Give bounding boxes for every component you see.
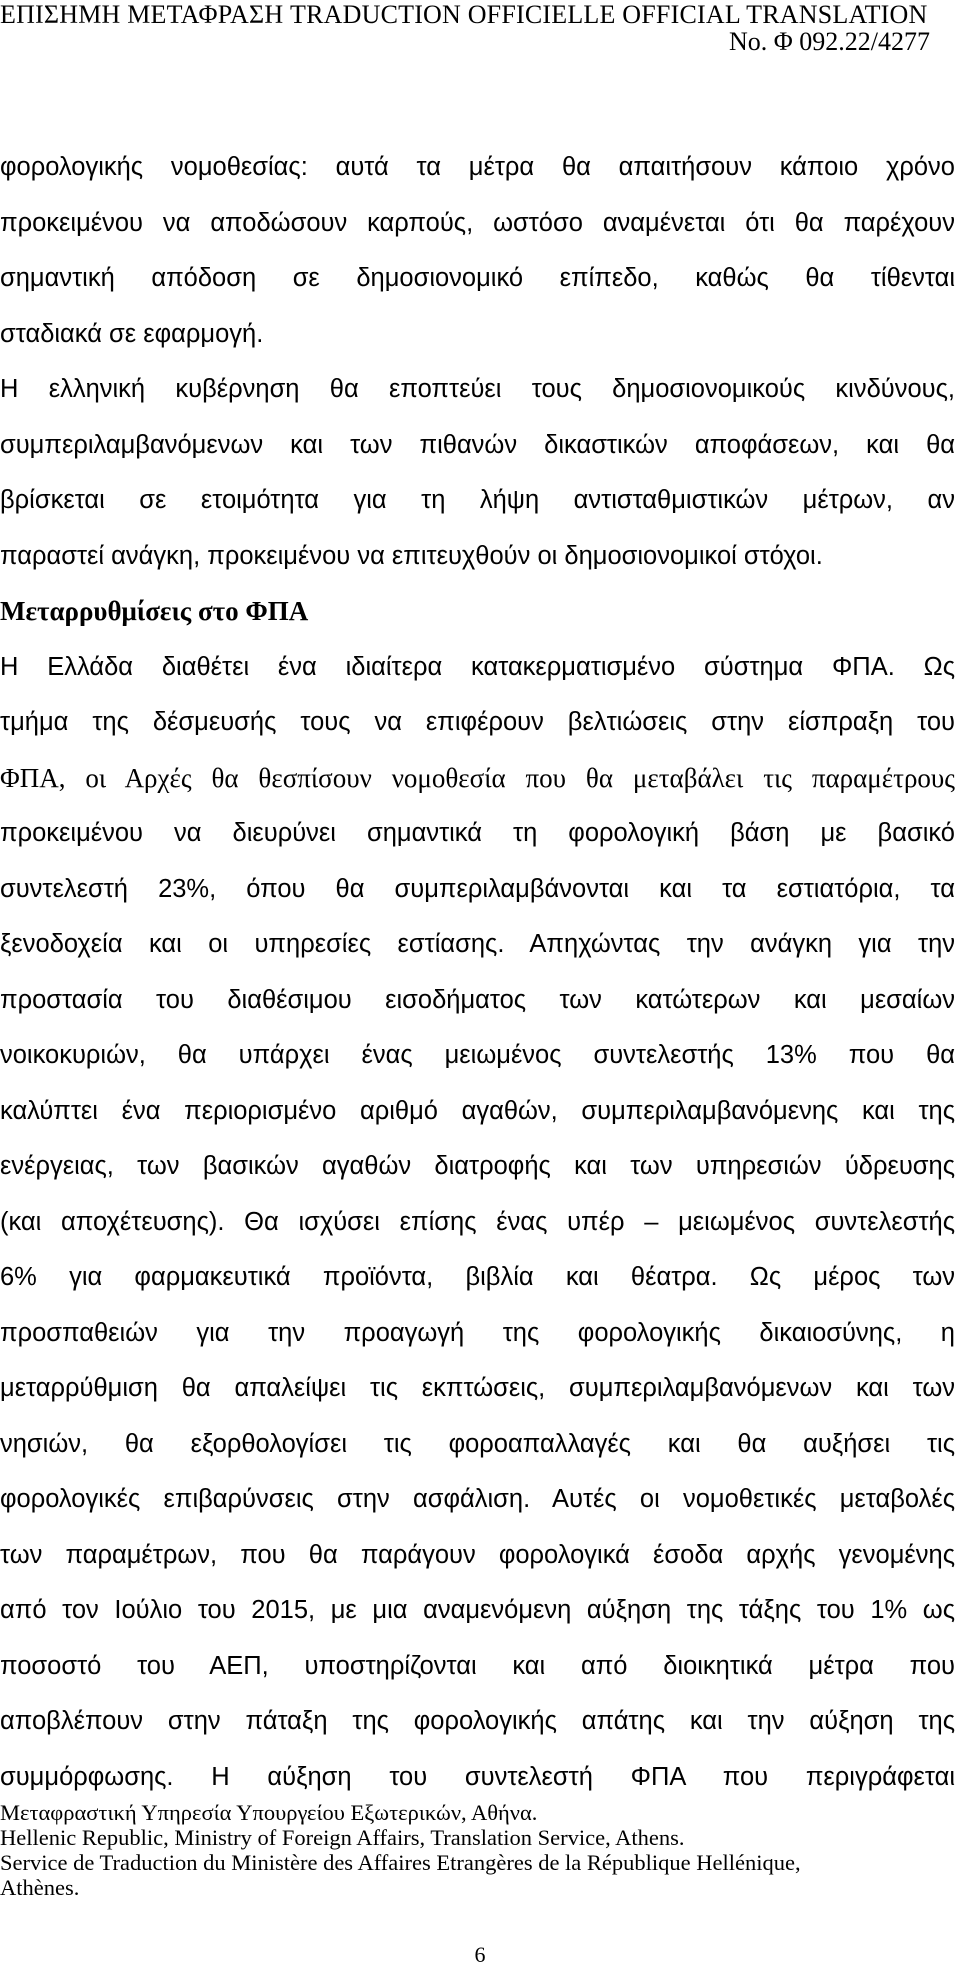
text-line: 6% για φαρμακευτικά προϊόντα, βιβλία και θέατρα. Ως μέρος των	[0, 1263, 955, 1291]
body-text	[0, 140, 955, 1805]
text-line: νησιών, θα εξορθολογίσει τις φοροαπαλλαγές και θα αυξήσει τις	[0, 1429, 955, 1458]
text-line: βρίσκεται σε ετοιμότητα για τη λήψη αντισταθμιστικών μέτρων, αν	[0, 486, 955, 514]
text-line: Η ελληνική κυβέρνηση θα εποπτεύει τους δημοσιονομικούς κινδύνους,	[0, 375, 955, 403]
footer-line-french-city: Athènes.	[0, 1875, 80, 1900]
text-line: φορολογικής νομοθεσίας: αυτά τα μέτρα θα απαιτήσουν κάποιο χρόνο	[0, 153, 955, 181]
text-line: (και αποχέτευσης). Θα ισχύσει επίσης ένας υπέρ – μειωμένος συντελεστής	[0, 1207, 955, 1236]
footer-line-french: Service de Traduction du Ministère des Affaires Etrangères de la République Hellénique,	[0, 1850, 801, 1875]
page-number: 6	[474, 1942, 486, 1967]
text-line: συντελεστή 23%, όπου θα συμπεριλαμβάνονται και τα εστιατόρια, τα	[0, 874, 955, 903]
text-line: νοικοκυριών, θα υπάρχει ένας μειωμένος συντελεστής 13% που θα	[0, 1041, 955, 1069]
text-line: ποσοστό του ΑΕΠ, υποστηρίζονται και από διοικητικά μέτρα που	[0, 1651, 955, 1680]
text-line: παραστεί ανάγκη, προκειμένου να επιτευχθούν οι δημοσιονομικοί στόχοι.	[0, 541, 823, 570]
text-line: αποβλέπουν στην πάταξη της φορολογικής απάτης και την αύξηση της	[0, 1707, 955, 1735]
text-line: συμμόρφωσης. Η αύξηση του συντελεστή ΦΠΑ που περιγράφεται	[0, 1762, 955, 1791]
text-line: σταδιακά σε εφαρμογή.	[0, 319, 264, 348]
footer-line-greek: Μεταφραστική Υπηρεσία Υπουργείου Εξωτερικών, Αθήνα.	[0, 1800, 538, 1825]
text-line: μεταρρύθμιση θα απαλείψει τις εκπτώσεις, συμπεριλαμβανόμενων και των	[0, 1374, 955, 1402]
text-line: προκειμένου να αποδώσουν καρπούς, ωστόσο αναμένεται ότι θα παρέχουν	[0, 208, 955, 237]
text-line: ΦΠΑ, οι Αρχές θα θεσπίσουν νομοθεσία που θα μεταβάλει τις παραμέτρους	[0, 762, 955, 793]
text-line: σημαντική απόδοση σε δημοσιονομικό επίπεδο, καθώς θα τίθενται	[0, 264, 955, 292]
text-line: προστασία του διαθέσιμου εισοδήματος των κατώτερων και μεσαίων	[0, 985, 955, 1014]
text-line: ξενοδοχεία και οι υπηρεσίες εστίασης. Απηχώντας την ανάγκη για την	[0, 930, 955, 958]
document-number: No. Φ 092.22/4277	[728, 27, 930, 56]
footer-line-english: Hellenic Republic, Ministry of Foreign Affairs, Translation Service, Athens.	[0, 1825, 685, 1850]
section-heading: Μεταρρυθμίσεις στο ΦΠΑ	[0, 596, 309, 626]
text-line: από τον Ιούλιο του 2015, με μια αναμενόμενη αύξηση της τάξης του 1% ως	[0, 1596, 955, 1624]
text-line: προκειμένου να διευρύνει σημαντικά τη φορολογική βάση με βασικό	[0, 819, 955, 847]
text-line: καλύπτει ένα περιορισμένο αριθμό αγαθών, συμπεριλαμβανόμενης και της	[0, 1096, 955, 1125]
text-line: τμήμα της δέσμευσής τους να επιφέρουν βελτιώσεις στην είσπραξη του	[0, 708, 955, 736]
text-line: Η Ελλάδα διαθέτει ένα ιδιαίτερα κατακερματισμένο σύστημα ΦΠΑ. Ως	[0, 652, 955, 681]
translation-header: ΕΠΙΣΗΜΗ ΜΕΤΑΦΡΑΣΗ TRADUCTION OFFICIELLE OFFICIAL TRANSLATION	[0, 0, 928, 29]
text-line: φορολογικές επιβαρύνσεις στην ασφάλιση. Αυτές οι νομοθετικές μεταβολές	[0, 1485, 955, 1513]
footer	[0, 1800, 960, 1900]
text-line: ενέργειας, των βασικών αγαθών διατροφής και των υπηρεσιών ύδρευσης	[0, 1152, 955, 1180]
text-line: συμπεριλαμβανόμενων και των πιθανών δικαστικών αποφάσεων, και θα	[0, 430, 955, 459]
text-line: προσπαθειών για την προαγωγή της φορολογικής δικαιοσύνης, η	[0, 1318, 955, 1347]
text-line: των παραμέτρων, που θα παράγουν φορολογικά έσοδα αρχής γενομένης	[0, 1540, 955, 1569]
